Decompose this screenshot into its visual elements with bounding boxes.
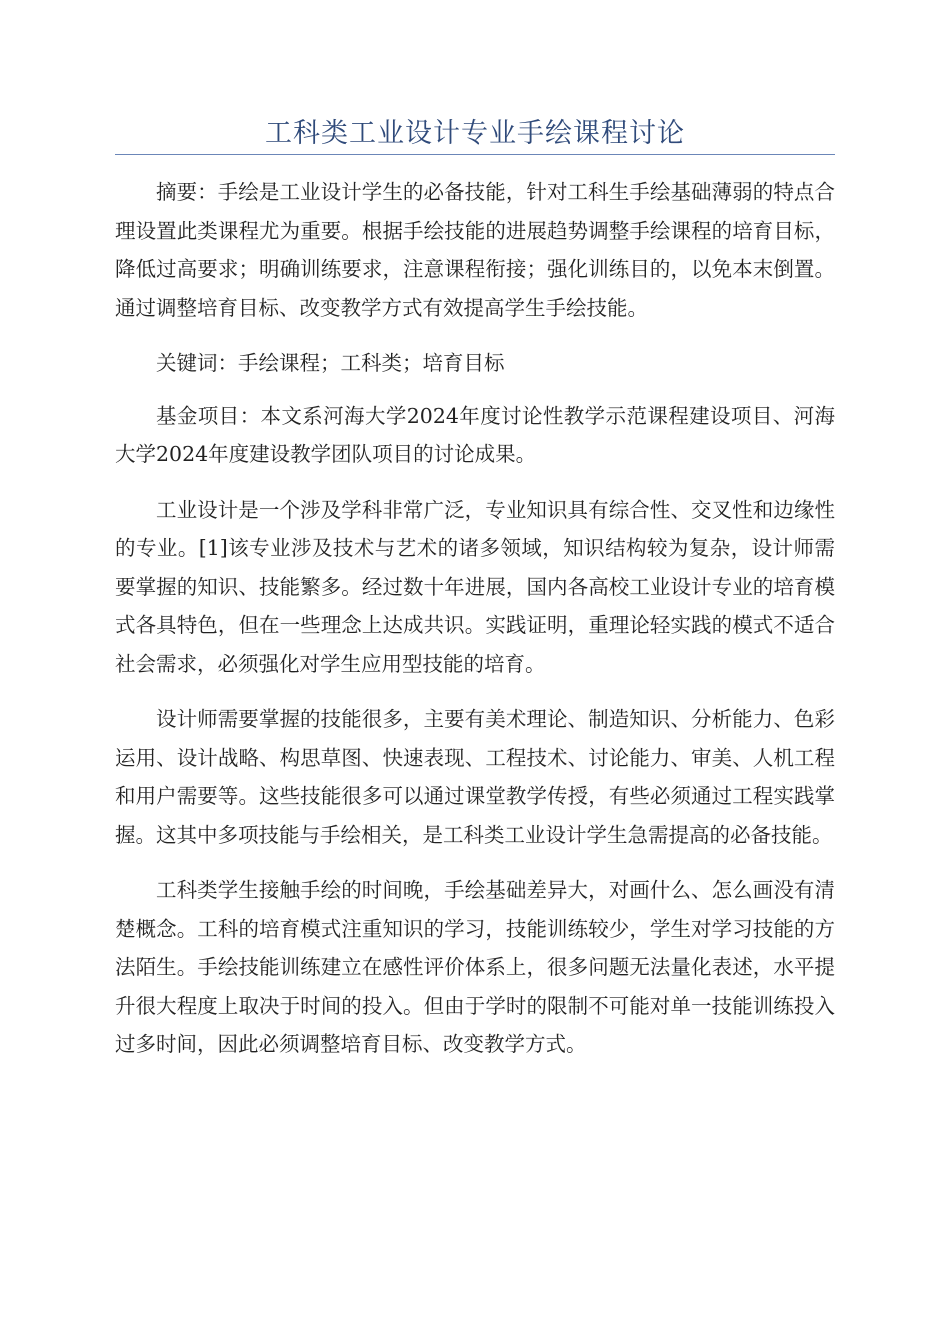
funding-paragraph: 基金项目：本文系河海大学2024年度讨论性教学示范课程建设项目、河海大学2024年度建设教学团队项目的讨论成果。 (115, 403, 835, 466)
body-paragraph-2: 设计师需要掌握的技能很多，主要有美术理论、制造知识、分析能力、色彩运用、设计战略、构思草图、快速表现、工程技术、讨论能力、审美、人机工程和用户需要等。这些技能很多可以通过课堂教学传授，有些必须通过工程实践掌握。这其中多项技能与手绘相关，是工科类工业设计学生急需提高的必备技能。 (115, 707, 835, 847)
body-paragraph-1: 工业设计是一个涉及学科非常广泛，专业知识具有综合性、交叉性和边缘性的专业。[1]该专业涉及技术与艺术的诸多领域，知识结构较为复杂，设计师需要掌握的知识、技能繁多。经过数十年进展，国内各高校工业设计专业的培育模式各具特色，但在一些理念上达成共识。实践证明，重理论轻实践的模式不适合社会需求，必须强化对学生应用型技能的培育。 (115, 497, 835, 676)
abstract-paragraph: 摘要：手绘是工业设计学生的必备技能，针对工科生手绘基础薄弱的特点合理设置此类课程尤为重要。根据手绘技能的进展趋势调整手绘课程的培育目标，降低过高要求；明确训练要求，注意课程衔接；强化训练目的，以免本末倒置。通过调整培育目标、改变教学方式有效提高学生手绘技能。 (115, 180, 835, 320)
title-underline (115, 154, 835, 155)
body-paragraph-3: 工科类学生接触手绘的时间晚，手绘基础差异大，对画什么、怎么画没有清楚概念。工科的培育模式注重知识的学习，技能训练较少，学生对学习技能的方法陌生。手绘技能训练建立在感性评价体系上，很多问题无法量化表述，水平提升很大程度上取决于时间的投入。但由于学时的限制不可能对单一技能训练投入过多时间，因此必须调整培育目标、改变教学方式。 (115, 878, 835, 1056)
keywords-paragraph: 关键词：手绘课程；工科类；培育目标 (156, 351, 505, 375)
document-title: 工科类工业设计专业手绘课程讨论 (265, 118, 685, 149)
document-body (115, 173, 835, 1081)
